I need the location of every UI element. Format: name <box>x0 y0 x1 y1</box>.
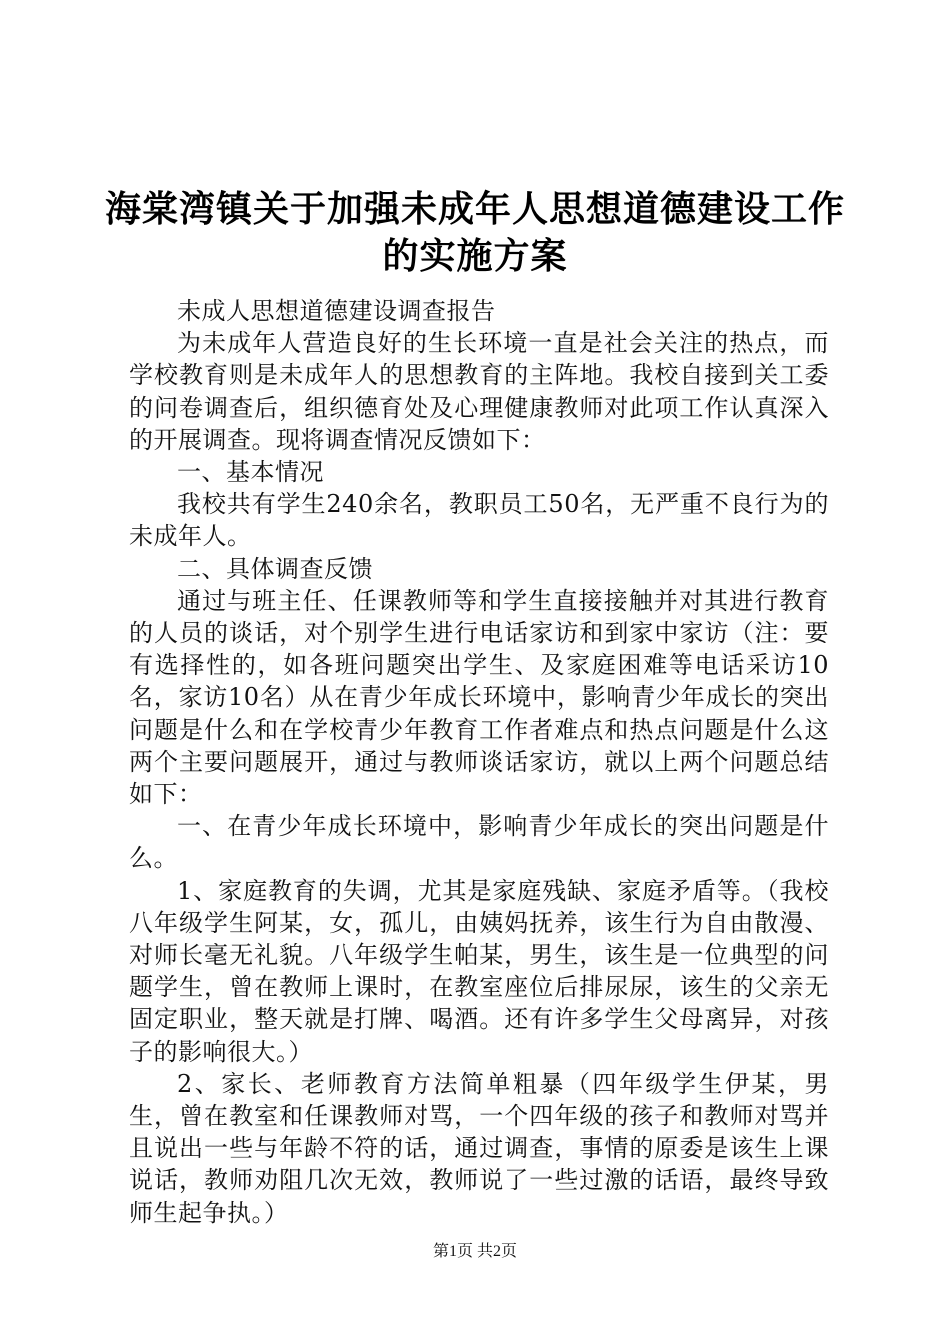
section-heading-basic: 一、基本情况 <box>177 458 324 487</box>
report-subtitle: 未成人思想道德建设调查报告 <box>177 297 496 325</box>
document-body <box>129 295 829 1229</box>
intro-paragraph: 为未成年人营造良好的生长环境一直是社会关注的热点，而学校教育则是未成年人的思想教育的主阵地。我校自接到关工委的问卷调查后，组织德育处及心理健康教师对此项工作认真深入的开展调查。现将调查情况反馈如下： <box>129 329 829 454</box>
feedback-paragraph: 通过与班主任、任课教师等和学生直接接触并对其进行教育的人员的谈话，对个别学生进行电话家访和到家中家访（注：要有选择性的，如各班问题突出学生、及家庭困难等电话采访10名，家访10名）从在青少年成长环境中，影响青少年成长的突出问题是什么和在学校青少年教育工作者难点和热点问题是什么这两个主要问题展开，通过与教师谈话家访，就以上两个问题总结如下： <box>129 586 829 809</box>
problem-item-2: 2、家长、老师教育方法简单粗暴（四年级学生伊某，男生，曾在教室和任课教师对骂，一个四年级的孩子和教师对骂并且说出一些与年龄不符的话，通过调查，事情的原委是该生上课说话，教师劝阻几次无效，教师说了一些过激的话语，最终导致师生起争执。） <box>129 1069 829 1227</box>
page-footer: 第1页 共2页 <box>432 1243 517 1260</box>
problem-item-1: 1、家庭教育的失调，尤其是家庭残缺、家庭矛盾等。（我校八年级学生阿某，女，孤儿，由姨妈抚养，该生行为自由散漫、对师长毫无礼貌。八年级学生帕某，男生，该生是一位典型的问题学生，曾在教师上课时，在教室座位后排尿尿，该生的父亲无固定职业，整天就是打牌、喝酒。还有许多学生父母离异，对孩子的影响很大。） <box>129 876 829 1066</box>
subsection-heading-problems: 一、在青少年成长环境中，影响青少年成长的突出问题是什么。 <box>129 812 829 873</box>
basic-info-paragraph: 我校共有学生240余名，教职员工50名，无严重不良行为的未成年人。 <box>129 490 829 551</box>
document-title-line-1: 海棠湾镇关于加强未成年人思想道德建设工作 <box>104 189 845 230</box>
section-heading-feedback: 二、具体调查反馈 <box>177 554 373 583</box>
document-title-line-2: 的实施方案 <box>382 236 568 277</box>
